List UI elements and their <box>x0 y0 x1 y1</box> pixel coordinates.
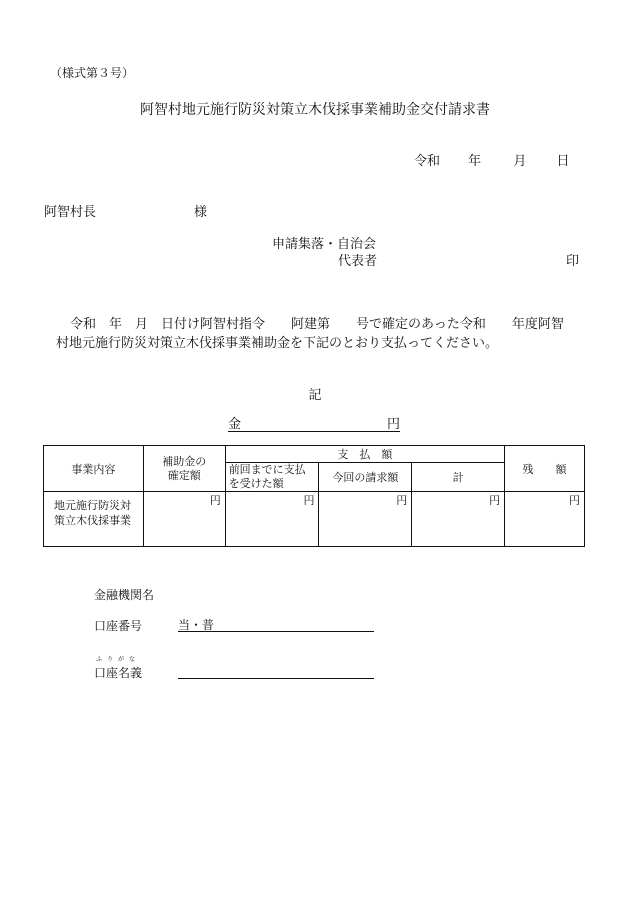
date-year: 年 <box>468 154 482 169</box>
cell-total[interactable]: 円 <box>412 492 505 547</box>
amount-field[interactable] <box>228 413 400 432</box>
amount-unit: 円 <box>386 417 400 432</box>
addressee-honorific: 様 <box>194 205 208 220</box>
account-name-label: 口座名義 <box>94 666 143 680</box>
header-previous: 前回までに支払を受けた額 <box>225 463 319 492</box>
bank-name-label: 金融機関名 <box>94 588 155 602</box>
request-body <box>56 315 596 353</box>
date-day: 日 <box>556 154 570 169</box>
date-line <box>414 150 569 169</box>
header-balance: 残 額 <box>505 446 585 492</box>
amount-prefix: 金 <box>228 417 242 432</box>
representative-label: 代表者 <box>338 254 378 269</box>
applicant-org: 申請集落・自治会 <box>272 237 377 252</box>
header-confirmed: 補助金の確定額 <box>143 446 225 492</box>
cell-content: 地元施行防災対策立木伐採事業 <box>44 492 144 547</box>
form-number: （様式第３号） <box>50 66 135 80</box>
cell-current[interactable]: 円 <box>319 492 412 547</box>
account-name-ruby: ふりがな <box>96 656 141 663</box>
account-name-field[interactable] <box>178 663 374 679</box>
header-payment: 支 払 額 <box>225 446 504 463</box>
header-current: 今回の請求額 <box>319 463 412 492</box>
account-number-field[interactable] <box>178 616 374 632</box>
cell-confirmed[interactable]: 円 <box>143 492 225 547</box>
date-month: 月 <box>513 154 527 169</box>
request-body-line1: 令和 年 月 日付け阿智村指令 阿建第 号で確定のあった令和 年度阿智 <box>70 317 564 332</box>
addressee <box>44 201 207 220</box>
cell-balance[interactable]: 円 <box>505 492 585 547</box>
table-row <box>44 492 585 547</box>
seal-mark: 印 <box>566 254 580 269</box>
payment-table <box>43 445 585 547</box>
request-body-line2: 村地元施行防災対策立木伐採事業補助金を下記のとおり支払ってください。 <box>56 336 499 351</box>
addressee-name: 阿智村長 <box>44 205 97 220</box>
ki-heading: 記 <box>308 388 322 403</box>
header-content: 事業内容 <box>44 446 144 492</box>
document-title: 阿智村地元施行防災対策立木伐採事業補助金交付請求書 <box>140 102 490 118</box>
date-era: 令和 <box>414 154 441 169</box>
account-type: 当・普 <box>178 618 215 632</box>
account-number-label: 口座番号 <box>94 619 143 633</box>
cell-previous[interactable]: 円 <box>225 492 319 547</box>
header-total: 計 <box>412 463 505 492</box>
